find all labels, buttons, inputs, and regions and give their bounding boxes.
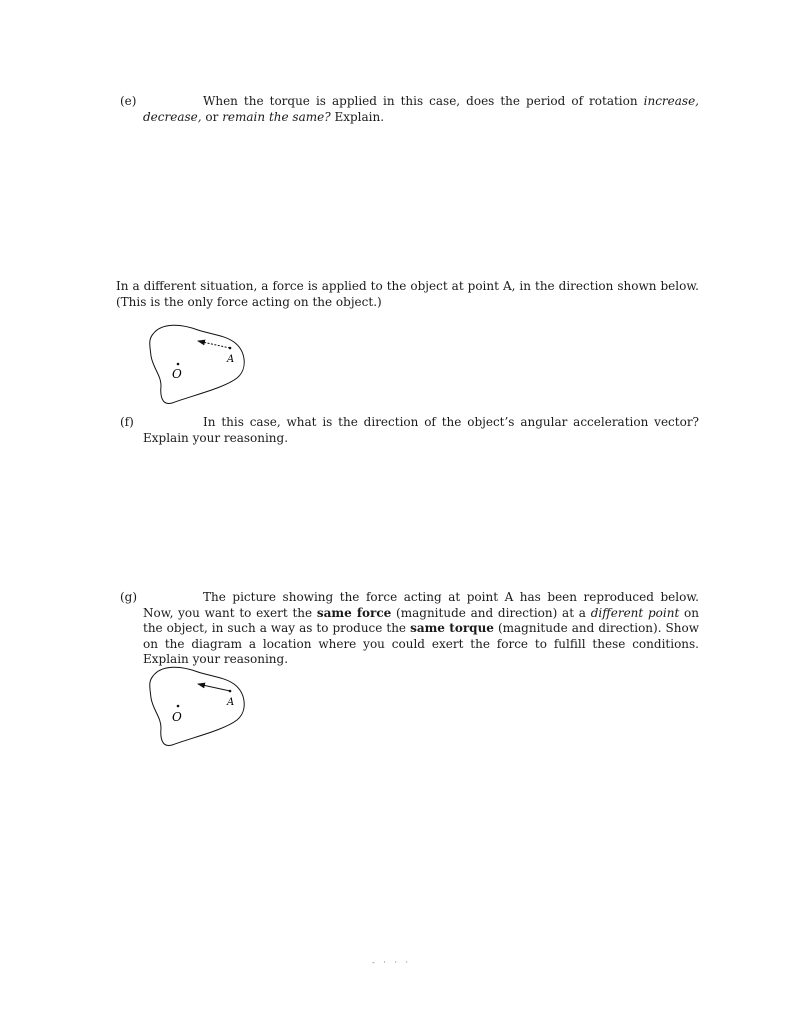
part-e-question (143, 94, 699, 125)
part-e-text-3: Explain. (330, 109, 385, 124)
part-g-text-3: on the object, in such a way as to produce the (143, 605, 699, 635)
part-g-bold-1: same force (316, 605, 392, 620)
object-diagram-1 (140, 318, 260, 408)
part-g-bold-2: same torque (410, 621, 494, 635)
part-e-italic-2: remain the same? (222, 109, 331, 124)
point-a-dot (229, 690, 232, 693)
force-arrow (198, 341, 230, 348)
object-diagram-2 (140, 660, 260, 750)
object-diagram-2-svg (140, 660, 260, 750)
point-a-label: A (227, 354, 235, 365)
part-g-text-2: (magnitude and direction) at a (391, 605, 591, 620)
point-a-dot (229, 347, 232, 350)
point-o-dot (177, 705, 180, 708)
part-g-text-1: The picture showing the force acting at point A has been reproduced below. Now, you want to exert the (143, 590, 699, 620)
force-arrow (198, 684, 230, 691)
part-f-question (143, 415, 699, 446)
part-g-text-4: (magnitude and direction). Show on the diagram a location where you could exert the force to fulfill these conditions. Explain your reasoning. (143, 621, 699, 666)
point-o-label: O (172, 710, 182, 724)
point-o-label: O (172, 367, 182, 381)
object-diagram-1-svg (140, 318, 260, 408)
part-f-label: (f) (120, 415, 134, 429)
intro-paragraph: In a different situation, a force is applied to the object at point A, in the direction shown below. (This is the only force acting on the object.) (116, 279, 699, 309)
part-e-text-2: or (205, 109, 223, 124)
part-e-text-1: When the torque is applied in this case, does the period of rotation (203, 94, 644, 108)
part-e-italic-1: increase, decrease, (143, 94, 699, 124)
part-f-text: In this case, what is the direction of the object’s angular acceleration vector? Explain your reasoning. (143, 415, 699, 445)
part-e-label: (e) (120, 94, 137, 108)
part-g-label: (g) (120, 590, 138, 604)
part-g-italic-1: different point (590, 605, 680, 620)
part-g-question (143, 590, 699, 668)
page-footer-marker: - · · · (372, 958, 411, 967)
point-o-dot (177, 363, 180, 366)
point-a-label: A (227, 697, 235, 708)
